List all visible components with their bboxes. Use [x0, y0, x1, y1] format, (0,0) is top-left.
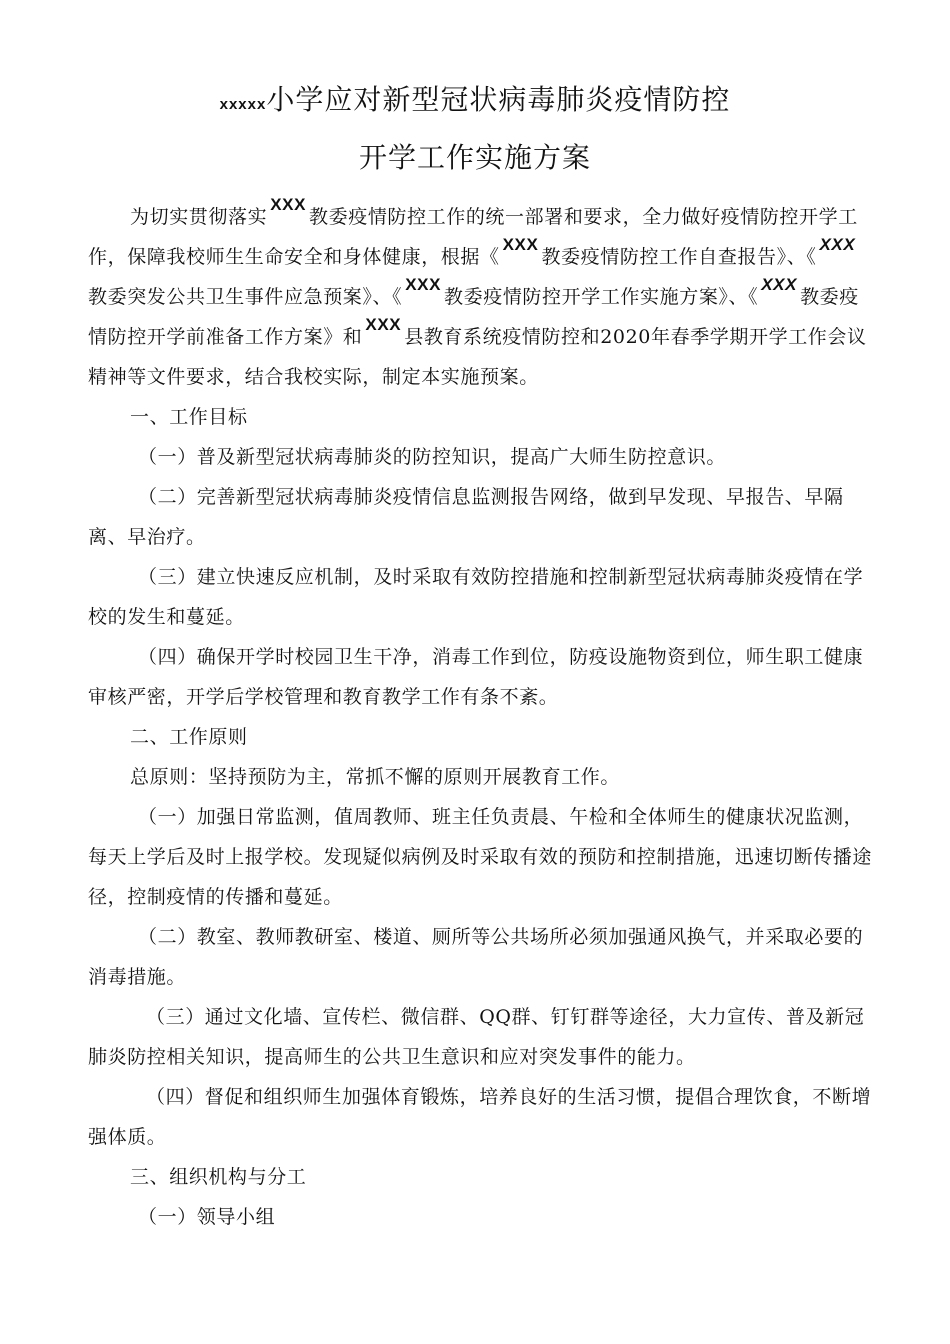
subsection-heading: （一）领导小组: [138, 1206, 276, 1228]
redacted-placeholder: XXX: [502, 235, 539, 254]
principle-item: （三）通过文化墙、宣传栏、微信群、QQ群、钉钉群等途径，大力宣传、普及新冠肺炎防控相关知识，提高师生的公共卫生意识和应对突发事件的能力。: [88, 1006, 865, 1068]
goal-item: （四）确保开学时校园卫生干净，消毒工作到位，防疫设施物资到位，师生职工健康审核严密，开学后学校管理和教育教学工作有条不紊。: [88, 646, 864, 708]
principle-item: （四）督促和组织师生加强体育锻炼，培养良好的生活习惯，提倡合理饮食，不断增强体质。: [88, 1086, 872, 1148]
intro-text: 教委疫情防控开学工作实施方案》、《: [444, 286, 759, 308]
redacted-placeholder: XXX: [405, 275, 442, 294]
intro-paragraph: [88, 197, 876, 397]
document-body: [88, 197, 876, 1237]
principle-summary: 总原则：坚持预防为主，常抓不懈的原则开展教育工作。: [130, 766, 621, 788]
section-heading: 三、组织机构与分工: [130, 1166, 307, 1188]
section-heading: 二、工作原则: [130, 726, 248, 748]
goal-item: （二）完善新型冠状病毒肺炎疫情信息监测报告网络，做到早发现、早报告、早隔离、早治疗。: [88, 486, 844, 548]
redacted-placeholder: XXX: [819, 235, 856, 254]
title-text: 小学应对新型冠状病毒肺炎疫情防控: [266, 83, 731, 116]
intro-text: 为切实贯彻落实: [130, 206, 268, 228]
redacted-placeholder: XXX: [365, 315, 402, 334]
section-heading: 一、工作目标: [130, 406, 248, 428]
goal-item: （三）建立快速反应机制，及时采取有效防控措施和控制新型冠状病毒肺炎疫情在学校的发生和蔓延。: [88, 566, 864, 628]
school-name-placeholder: xxxxx: [219, 96, 267, 113]
goal-item: （一）普及新型冠状病毒肺炎的防控知识，提高广大师生防控意识。: [138, 446, 727, 468]
redacted-placeholder: XXX: [761, 275, 798, 294]
intro-text: 县教育系统疫情防控和2020年春季学期开学工作会议精神等文件要求，结合我校实际，制定本实施预案。: [88, 326, 867, 388]
intro-text: 教委疫情防控开学前准备工作方案》和: [88, 286, 859, 348]
intro-text: 教委突发公共卫生事件应急预案》、《: [88, 286, 403, 308]
intro-text: 教委疫情防控工作的统一部署和要求，全力做好疫情防控开学工作，保障我校师生生命安全和身体健康，根据《: [88, 206, 858, 268]
document-title-line1: [0, 78, 950, 118]
intro-text: 教委疫情防控工作自查报告》、《: [541, 246, 817, 268]
redacted-placeholder: XXX: [270, 195, 307, 214]
principle-item: （一）加强日常监测，值周教师、班主任负责晨、午检和全体师生的健康状况监测，每天上学后及时上报学校。发现疑似病例及时采取有效的预防和控制措施，迅速切断传播途径，控制疫情的传播和蔓延。: [88, 806, 873, 908]
principle-item: （二）教室、教师教研室、楼道、厕所等公共场所必须加强通风换气，并采取必要的消毒措施。: [88, 926, 864, 988]
document-title-line2: 开学工作实施方案: [358, 141, 591, 174]
